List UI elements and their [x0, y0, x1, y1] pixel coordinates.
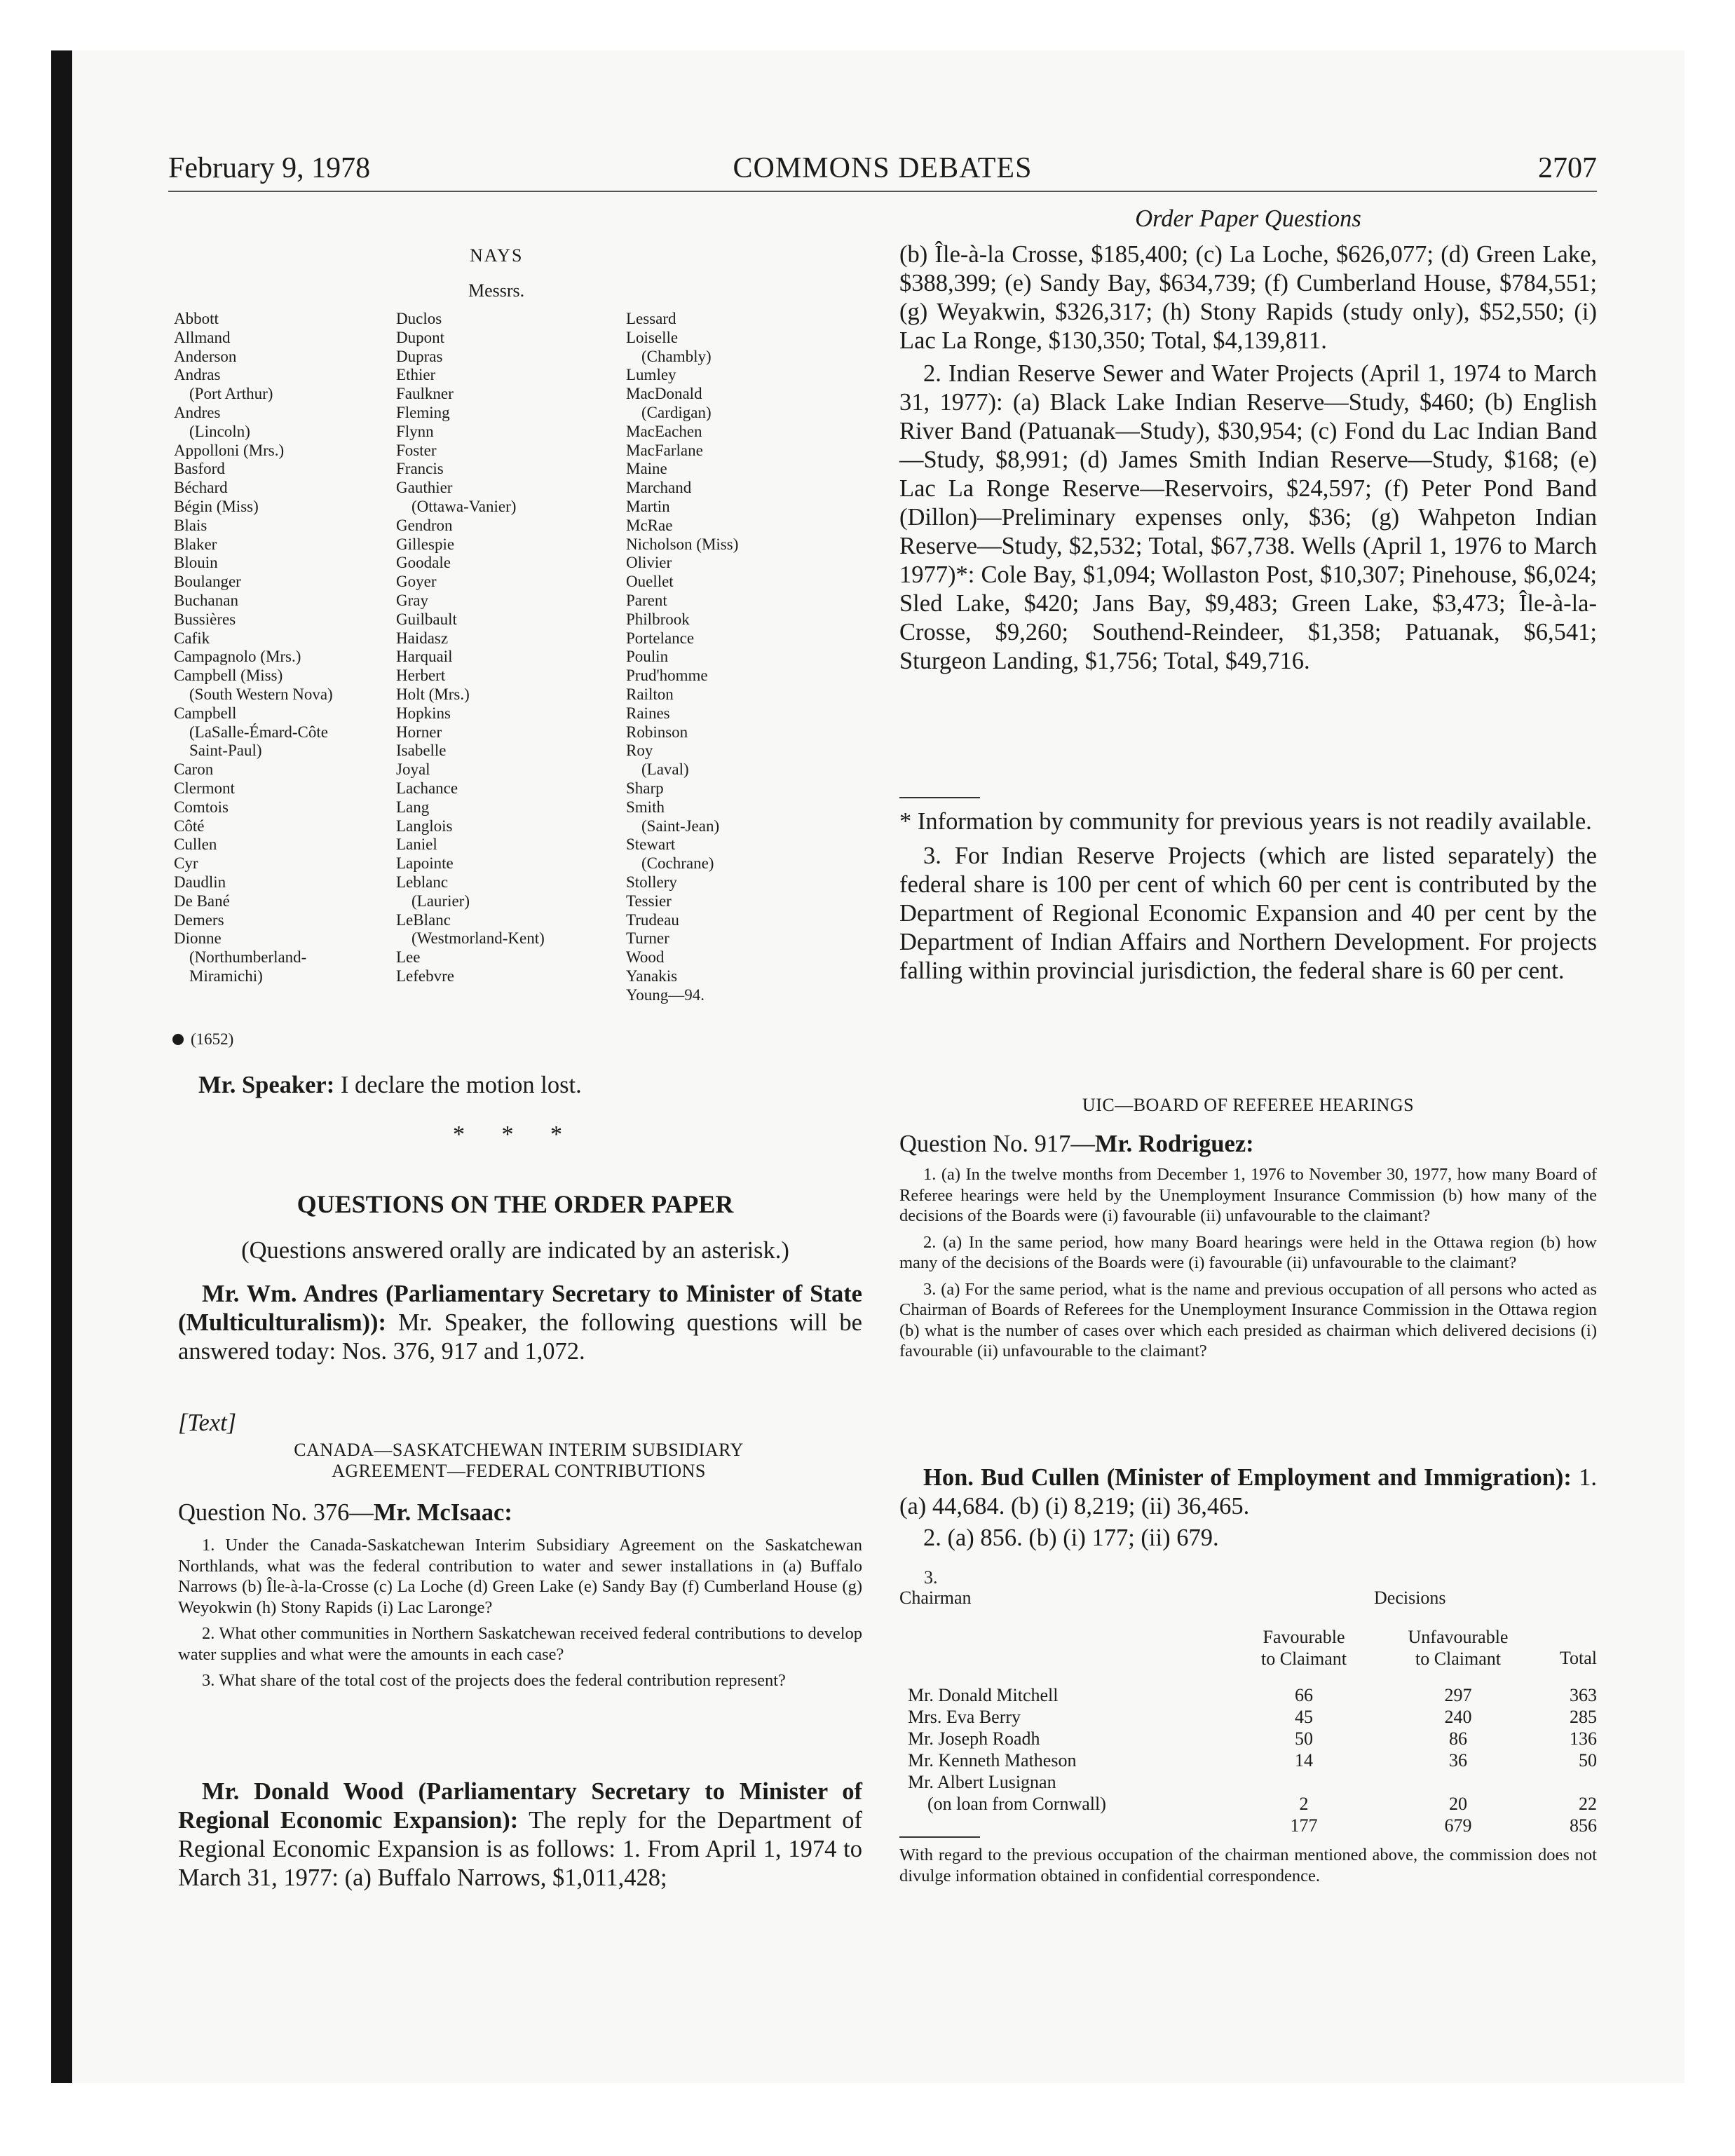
table-rows: [908, 1684, 1597, 1815]
chairman-table: [908, 1684, 1597, 1836]
division-subheading: Messrs.: [468, 280, 525, 301]
table-col-unfavourable-line2: to Claimant: [1415, 1649, 1502, 1669]
division-name: Sharp: [626, 779, 664, 797]
table-decisions-header: Decisions: [1374, 1588, 1446, 1608]
scan-margin: [0, 0, 1735, 50]
division-name: (Westmorland-Kent): [411, 929, 545, 948]
division-name: Portelance: [626, 629, 695, 647]
unfavourable-count: 240: [1444, 1707, 1472, 1727]
division-name: Campagnolo (Mrs.): [174, 648, 301, 666]
division-name: Isabelle: [396, 742, 447, 760]
division-name: Cullen: [174, 835, 217, 854]
bullet-icon: [172, 1034, 184, 1045]
total-total: 856: [1570, 1815, 1597, 1836]
division-name: (Northumberland-: [189, 948, 307, 967]
division-name: Francis: [396, 460, 444, 478]
division-name: Bussières: [174, 610, 236, 628]
division-name: Gray: [396, 591, 428, 609]
section-separator: * * *: [453, 1121, 578, 1147]
division-name: Lee: [396, 948, 421, 967]
division-name: Faulkner: [396, 385, 454, 403]
q376-asker: Mr. McIsaac:: [373, 1499, 512, 1526]
speaker-text: I declare the motion lost.: [334, 1072, 582, 1098]
time-marker-text: (1652): [191, 1030, 234, 1048]
division-name: Duclos: [396, 310, 442, 327]
table-col-favourable-line2: to Claimant: [1260, 1649, 1347, 1669]
time-marker: [172, 1030, 233, 1049]
division-name: Roy: [626, 742, 653, 760]
closing-rule: [899, 1836, 980, 1838]
division-name: MacDonald: [626, 385, 702, 403]
division-heading: NAYS: [470, 245, 524, 266]
header-date: February 9, 1978: [168, 152, 371, 184]
speaker-name: Mr. Speaker:: [198, 1072, 335, 1098]
division-name: Gauthier: [396, 479, 453, 497]
division-names-col3: [626, 310, 738, 1004]
division-name: Joyal: [396, 760, 430, 779]
division-name: (Cochrane): [641, 854, 714, 873]
division-name: Martin: [626, 497, 670, 515]
wood-text: The reply for the Department of Regional Economic Expansion is as follows: 1. From April 1, 1974 to March 31, 1977: (a) Buffalo Narrows, $1,011,428;: [178, 1807, 862, 1891]
q376-part1: 1. Under the Canada-Saskatchewan Interim Subsidiary Agreement on the Saskatchewan Northlands, what was the federal contribution to water and sewer installations in (a) Buffalo Narrows (b) Île-à-la-Crosse (c) La Loche (d) Green Lake (e) Sandy Bay (f) Cumberland House (g) Weyokwin (h) Stony Rapids (i) Lac Laronge?: [178, 1536, 862, 1617]
closing-text: With regard to the previous occupation of the chairman mentioned above, the commission does not divulge information obtained in confidential correspondence.: [899, 1845, 1597, 1885]
table-row: [908, 1749, 1597, 1771]
favourable-count: 14: [1295, 1750, 1313, 1770]
division-name: Flynn: [396, 422, 434, 440]
q917-label: Question No. 917—: [899, 1131, 1095, 1157]
cullen-speaker: Hon. Bud Cullen (Minister of Employment and Immigration):: [923, 1464, 1572, 1491]
division-name: Olivier: [626, 554, 672, 572]
q917-part2: 2. (a) In the same period, how many Board hearings were held in the Ottawa region (b) how many of the decisions of the Boards were (i) favourable (ii) unfavourable to the claimant?: [899, 1232, 1597, 1272]
chairman-name: Mrs. Eva Berry: [908, 1707, 1021, 1727]
division-name: Foster: [396, 441, 437, 459]
division-names-col2: [396, 310, 545, 986]
q917-title: [899, 1130, 1597, 1159]
division-name: Ouellet: [626, 573, 674, 591]
header-title: COMMONS DEBATES: [733, 152, 1033, 184]
division-name: Campbell: [174, 704, 237, 722]
q917-heading: UIC—BOARD OF REFEREE HEARINGS: [1082, 1095, 1415, 1115]
total-count: 136: [1570, 1728, 1597, 1749]
division-name: Trudeau: [626, 910, 679, 929]
division-name: Harquail: [396, 648, 453, 666]
division-name: Dionne: [174, 929, 222, 948]
division-name: Campbell (Miss): [174, 667, 283, 685]
unfavourable-count: 20: [1449, 1794, 1467, 1814]
division-name: Parent: [626, 591, 667, 609]
wood-reply: [178, 1778, 862, 1892]
q917-part1: 1. (a) In the twelve months from December 1, 1976 to November 30, 1977, how many Board of Referee hearings were held by the Unemployment Insurance Commission (b) how many of the decisions of the Boards were (i) favourable (ii) unfavourable to the claimant?: [899, 1165, 1597, 1225]
division-name: Allmand: [174, 328, 231, 346]
division-name: Marchand: [626, 479, 692, 497]
division-name: Fleming: [396, 403, 450, 421]
text-marker: [Text]: [178, 1410, 237, 1436]
division-name: (South Western Nova): [189, 685, 333, 703]
division-name: (Lincoln): [189, 422, 250, 440]
chairman-name: Mr. Albert Lusignan: [908, 1772, 1056, 1792]
division-name: Young—94.: [626, 985, 705, 1004]
division-names-col1: [174, 310, 333, 986]
division-name: (Port Arthur): [189, 385, 273, 403]
division-name: Tessier: [626, 892, 672, 910]
reply-part2: 2. Indian Reserve Sewer and Water Projects (April 1, 1974 to March 31, 1977): (a) Black Lake Indian Reserve—Study, $460; (b) English River Band (Patuanak—Study), $30,954; (c) Fond du Lac Indian Band—Study, $8,991; (d) James Smith Indian Reserve—Study, $168; (e) Lac La Ronge Reserve—Reservoirs, $24,597; (f) Peter Pond Band (Dillon)—Preliminary expenses only, $36; (g) Wahpeton Indian Reserve—Study, $2,532; Total, $67,738. Wells (April 1, 1976 to March 1977)*: Cole Bay, $1,094; Wollaston Post, $10,307; Pinehouse, $6,024; Sled Lake, $420; Jans Bay, $9,483; Green Lake, $3,473; Île-à-la-Crosse, $9,260; Southend-Reindeer, $1,358; Patuanak, $6,541; Sturgeon Landing, $1,756; Total, $49,716.: [899, 360, 1597, 674]
cullen-text: 1. (a) 44,684. (b) (i) 8,219; (ii) 36,465.: [899, 1464, 1597, 1520]
table-col-unfavourable-line1: Unfavourable: [1408, 1627, 1509, 1647]
division-name: Laniel: [396, 835, 437, 854]
favourable-count: 66: [1295, 1685, 1313, 1705]
q376-title: [178, 1499, 862, 1527]
division-name: Lessard: [626, 310, 676, 327]
division-name: Caron: [174, 760, 214, 779]
total-count: 285: [1570, 1707, 1597, 1727]
division-name: Hopkins: [396, 704, 451, 722]
division-name: Philbrook: [626, 610, 690, 628]
division-name: Blaker: [174, 535, 217, 553]
table-row: [908, 1706, 1597, 1728]
division-name: Anderson: [174, 347, 237, 365]
division-name: Dupont: [396, 328, 444, 346]
andres-speaker: Mr. Wm. Andres (Parliamentary Secretary to Minister of State (Multiculturalism)):: [178, 1281, 862, 1336]
division-name: Holt (Mrs.): [396, 685, 470, 703]
division-name: Daudlin: [174, 873, 226, 891]
chairman-note: (on loan from Cornwall): [927, 1794, 1106, 1814]
table-row: [908, 1771, 1597, 1815]
division-name: Herbert: [396, 667, 446, 685]
division-name: De Bané: [174, 892, 230, 910]
division-name: Maine: [626, 460, 667, 478]
footnote-block: [899, 807, 1597, 985]
division-name: Cafik: [174, 629, 210, 647]
division-name: Bégin (Miss): [174, 497, 259, 515]
division-name: (Cardigan): [641, 403, 712, 421]
footnote-rule: [899, 797, 980, 798]
division-name: Prud'homme: [626, 667, 708, 685]
reply-part1-cont: (b) Île-à-la Crosse, $185,400; (c) La Loche, $626,077; (d) Green Lake, $388,399; (e) Sandy Bay, $634,739; (f) Cumberland House, $784,551; (g) Weyakwin, $326,317; (h) Stony Rapids (study only), $52,550; (i) Lac La Ronge, $130,350; Total, $4,139,811.: [899, 241, 1597, 354]
division-name: Buchanan: [174, 591, 238, 609]
total-unfavourable: 679: [1444, 1815, 1472, 1836]
division-name: Andras: [174, 366, 221, 384]
division-name: Loiselle: [626, 328, 679, 346]
division-name: Gendron: [396, 516, 453, 534]
division-name: Cyr: [174, 854, 198, 873]
division-name: Lapointe: [396, 854, 454, 873]
division-name: Railton: [626, 685, 674, 703]
division-name: Lachance: [396, 779, 458, 797]
division-name: McRae: [626, 516, 673, 534]
division-name: MacFarlane: [626, 441, 703, 459]
division-name: Nicholson (Miss): [626, 535, 739, 553]
table-col-total: Total: [1559, 1648, 1597, 1668]
division-name: Goodale: [396, 554, 451, 572]
table-col-favourable-line1: Favourable: [1263, 1627, 1345, 1647]
division-name: (Saint-Jean): [641, 817, 720, 835]
unfavourable-count: 36: [1449, 1750, 1467, 1770]
division-name: Blouin: [174, 554, 218, 572]
section-subtitle: (Questions answered orally are indicated by an asterisk.): [241, 1237, 789, 1264]
cullen-answer-2: 2. (a) 856. (b) (i) 177; (ii) 679.: [923, 1524, 1219, 1551]
division-name: Stollery: [626, 873, 677, 891]
q376-label: Question No. 376—: [178, 1499, 374, 1526]
division-name: Horner: [396, 723, 442, 741]
division-name: Guilbault: [396, 610, 457, 628]
wood-speaker: Mr. Donald Wood (Parliamentary Secretary to Minister of Regional Economic Expansion):: [178, 1778, 862, 1834]
table-totals-row: [908, 1815, 1597, 1836]
division-name: Wood: [626, 948, 665, 967]
cullen-answer-3: 3.: [924, 1567, 938, 1588]
division-name: Raines: [626, 704, 670, 722]
footnote: * Information by community for previous years is not readily available.: [899, 808, 1592, 835]
division-name: Abbott: [174, 310, 219, 327]
favourable-count: 2: [1299, 1794, 1309, 1814]
division-name: Demers: [174, 910, 224, 929]
division-name: Smith: [626, 798, 665, 816]
division-name: Goyer: [396, 573, 437, 591]
chairman-name: Mr. Kenneth Matheson: [908, 1750, 1077, 1770]
division-name: Béchard: [174, 479, 228, 497]
division-name: Yanakis: [626, 967, 678, 985]
table-chairman-header: Chairman: [899, 1588, 972, 1608]
division-name: LeBlanc: [396, 910, 451, 929]
q376-part2: 2. What other communities in Northern Saskatchewan received federal contributions to develop water supplies and what were the amounts in each case?: [178, 1624, 862, 1664]
total-count: 363: [1570, 1685, 1597, 1705]
division-name: Langlois: [396, 817, 453, 835]
q917-asker: Mr. Rodriguez:: [1094, 1131, 1254, 1157]
division-name: Blais: [174, 516, 207, 534]
division-name: Turner: [626, 929, 669, 948]
division-name: Lumley: [626, 366, 676, 384]
division-name: Stewart: [626, 835, 676, 854]
division-name: (Chambly): [641, 347, 712, 365]
division-name: MacEachen: [626, 422, 702, 440]
division-name: (Laurier): [411, 892, 470, 910]
division-name: (Laval): [641, 760, 689, 779]
page-header: [168, 151, 1597, 192]
cullen-reply: [899, 1464, 1597, 1553]
favourable-count: 50: [1295, 1728, 1313, 1749]
table-row: [908, 1684, 1597, 1706]
division-name: Saint-Paul): [189, 742, 262, 760]
unfavourable-count: 297: [1444, 1685, 1472, 1705]
division-name: Miramichi): [189, 967, 263, 985]
scan-binding-edge: [51, 50, 72, 2083]
division-name: Appolloni (Mrs.): [174, 441, 285, 459]
division-name: Lang: [396, 798, 430, 816]
division-name: Comtois: [174, 798, 229, 816]
division-name: Dupras: [396, 347, 443, 365]
division-name: Côté: [174, 817, 205, 835]
division-name: Ethier: [396, 366, 436, 384]
division-name: (LaSalle-Émard-Côte: [189, 723, 328, 741]
division-name: Haidasz: [396, 629, 449, 647]
reply-continued: [899, 240, 1597, 676]
division-name: Poulin: [626, 648, 669, 666]
speaker-ruling: [198, 1071, 864, 1100]
chairman-name: Mr. Joseph Roadh: [908, 1728, 1040, 1749]
q376-heading: CANADA—SASKATCHEWAN INTERIM SUBSIDIARY AGREEMENT—FEDERAL CONTRIBUTIONS: [294, 1440, 744, 1481]
reply-part3: 3. For Indian Reserve Projects (which are listed separately) the federal share is 100 per cent of which 60 per cent is contributed by the Department of Regional Economic Expansion and 40 per cent by the Department of Indian Affairs and Northern Development. For projects falling within provincial jurisdiction, the federal share is 60 per cent.: [899, 842, 1597, 984]
total-favourable: 177: [1290, 1815, 1318, 1836]
division-name: Basford: [174, 460, 225, 478]
division-name: Boulanger: [174, 573, 241, 591]
andres-text: Mr. Speaker, the following questions will be answered today: Nos. 376, 917 and 1,072.: [178, 1309, 862, 1365]
division-name: Robinson: [626, 723, 688, 741]
division-name: Gillespie: [396, 535, 455, 553]
header-page-number: 2707: [1538, 152, 1597, 184]
division-name: (Ottawa-Vanier): [411, 497, 517, 515]
q376-part3: 3. What share of the total cost of the projects does the federal contribution represent?: [202, 1671, 786, 1690]
division-name: Lefebvre: [396, 967, 454, 985]
q917-question: [899, 1164, 1597, 1362]
total-count: 50: [1579, 1750, 1597, 1770]
q917-part3: 3. (a) For the same period, what is the name and previous occupation of all persons who acted as Chairman of Boards of Referees for the Unemployment Insurance Commission in the Ottawa region (b) what is the number of cases over which each presided as chairman which delivered decisions (i) favourable (ii) unfavourable to the claimant?: [899, 1279, 1597, 1360]
unfavourable-count: 86: [1449, 1728, 1467, 1749]
table-col-favourable: [1244, 1626, 1363, 1670]
table-col-unfavourable: [1392, 1626, 1525, 1670]
division-name: Andres: [174, 403, 221, 421]
closing-note: [899, 1845, 1597, 1886]
chairman-name: Mr. Donald Mitchell: [908, 1685, 1059, 1705]
q376-question: [178, 1535, 862, 1691]
total-count: 22: [1579, 1794, 1597, 1814]
running-head: Order Paper Questions: [1135, 205, 1361, 232]
andres-statement: [178, 1280, 862, 1366]
division-name: Clermont: [174, 779, 235, 797]
section-title: QUESTIONS ON THE ORDER PAPER: [297, 1190, 734, 1218]
favourable-count: 45: [1295, 1707, 1313, 1727]
table-row: [908, 1728, 1597, 1749]
division-name: Leblanc: [396, 873, 449, 891]
